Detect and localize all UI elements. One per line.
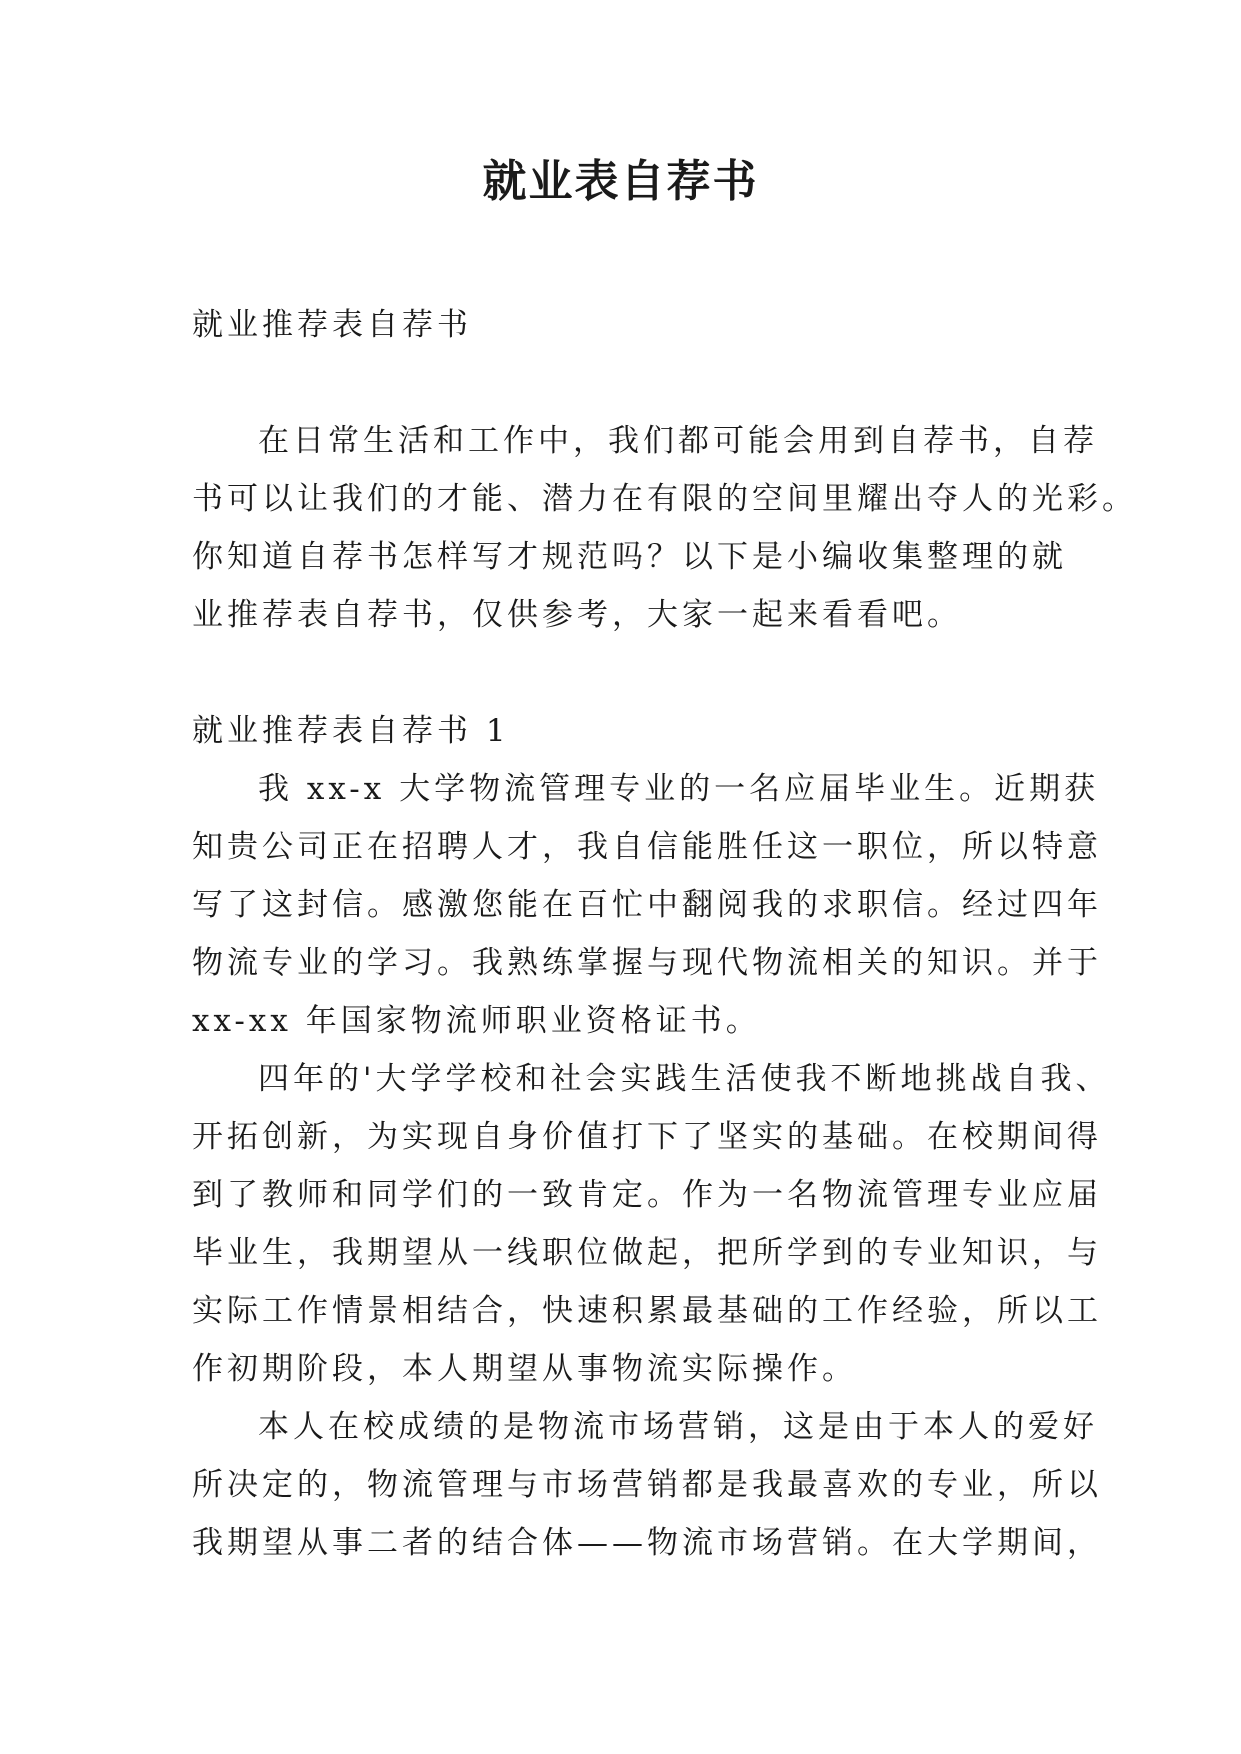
text-line: 四年的'大学学校和社会实践生活使我不断地挑战自我、 bbox=[258, 1061, 1111, 1097]
paragraph-3 bbox=[192, 1398, 1102, 1572]
paragraph-2 bbox=[192, 1050, 1111, 1398]
text-line: 书可以让我们的才能、潜力在有限的空间里耀出夺人的光彩。 bbox=[192, 481, 1137, 517]
text-line: 开拓创新，为实现自身价值打下了坚实的基础。在校期间得 bbox=[192, 1119, 1102, 1155]
text-line: xx-xx 年国家物流师职业资格证书。 bbox=[192, 1003, 761, 1039]
text-line: 物流专业的学习。我熟练掌握与现代物流相关的知识。并于 bbox=[192, 945, 1102, 981]
text-line: 到了教师和同学们的一致肯定。作为一名物流管理专业应届 bbox=[192, 1177, 1102, 1213]
intro-paragraph bbox=[192, 412, 1137, 644]
text-line: 业推荐表自荐书，仅供参考，大家一起来看看吧。 bbox=[192, 597, 962, 633]
document-title: 就业表自荐书 bbox=[482, 156, 759, 207]
text-line: 我期望从事二者的结合体——物流市场营销。在大学期间， bbox=[192, 1525, 1102, 1561]
text-line: 毕业生，我期望从一线职位做起，把所学到的专业知识，与 bbox=[192, 1235, 1102, 1271]
text-line: 本人在校成绩的是物流市场营销，这是由于本人的爱好 bbox=[258, 1409, 1098, 1445]
spacer bbox=[192, 354, 1052, 412]
text-line: 写了这封信。感激您能在百忙中翻阅我的求职信。经过四年 bbox=[192, 887, 1102, 923]
text-line: 所决定的，物流管理与市场营销都是我最喜欢的专业，所以 bbox=[192, 1467, 1102, 1503]
section-heading: 就业推荐表自荐书 1 bbox=[192, 713, 510, 749]
text-line: 作初期阶段，本人期望从事物流实际操作。 bbox=[192, 1351, 857, 1387]
text-line: 我 xx-x 大学物流管理专业的一名应届毕业生。近期获 bbox=[258, 771, 1100, 807]
text-line: 实际工作情景相结合，快速积累最基础的工作经验，所以工 bbox=[192, 1293, 1102, 1329]
paragraph-1 bbox=[192, 760, 1102, 1050]
spacer bbox=[192, 644, 1052, 702]
text-line: 知贵公司正在招聘人才，我自信能胜任这一职位，所以特意 bbox=[192, 829, 1102, 865]
text-line: 在日常生活和工作中，我们都可能会用到自荐书，自荐 bbox=[258, 423, 1098, 459]
document-subtitle: 就业推荐表自荐书 bbox=[192, 307, 472, 343]
text-line: 你知道自荐书怎样写才规范吗？以下是小编收集整理的就 bbox=[192, 539, 1067, 575]
document-body bbox=[192, 296, 1137, 1572]
